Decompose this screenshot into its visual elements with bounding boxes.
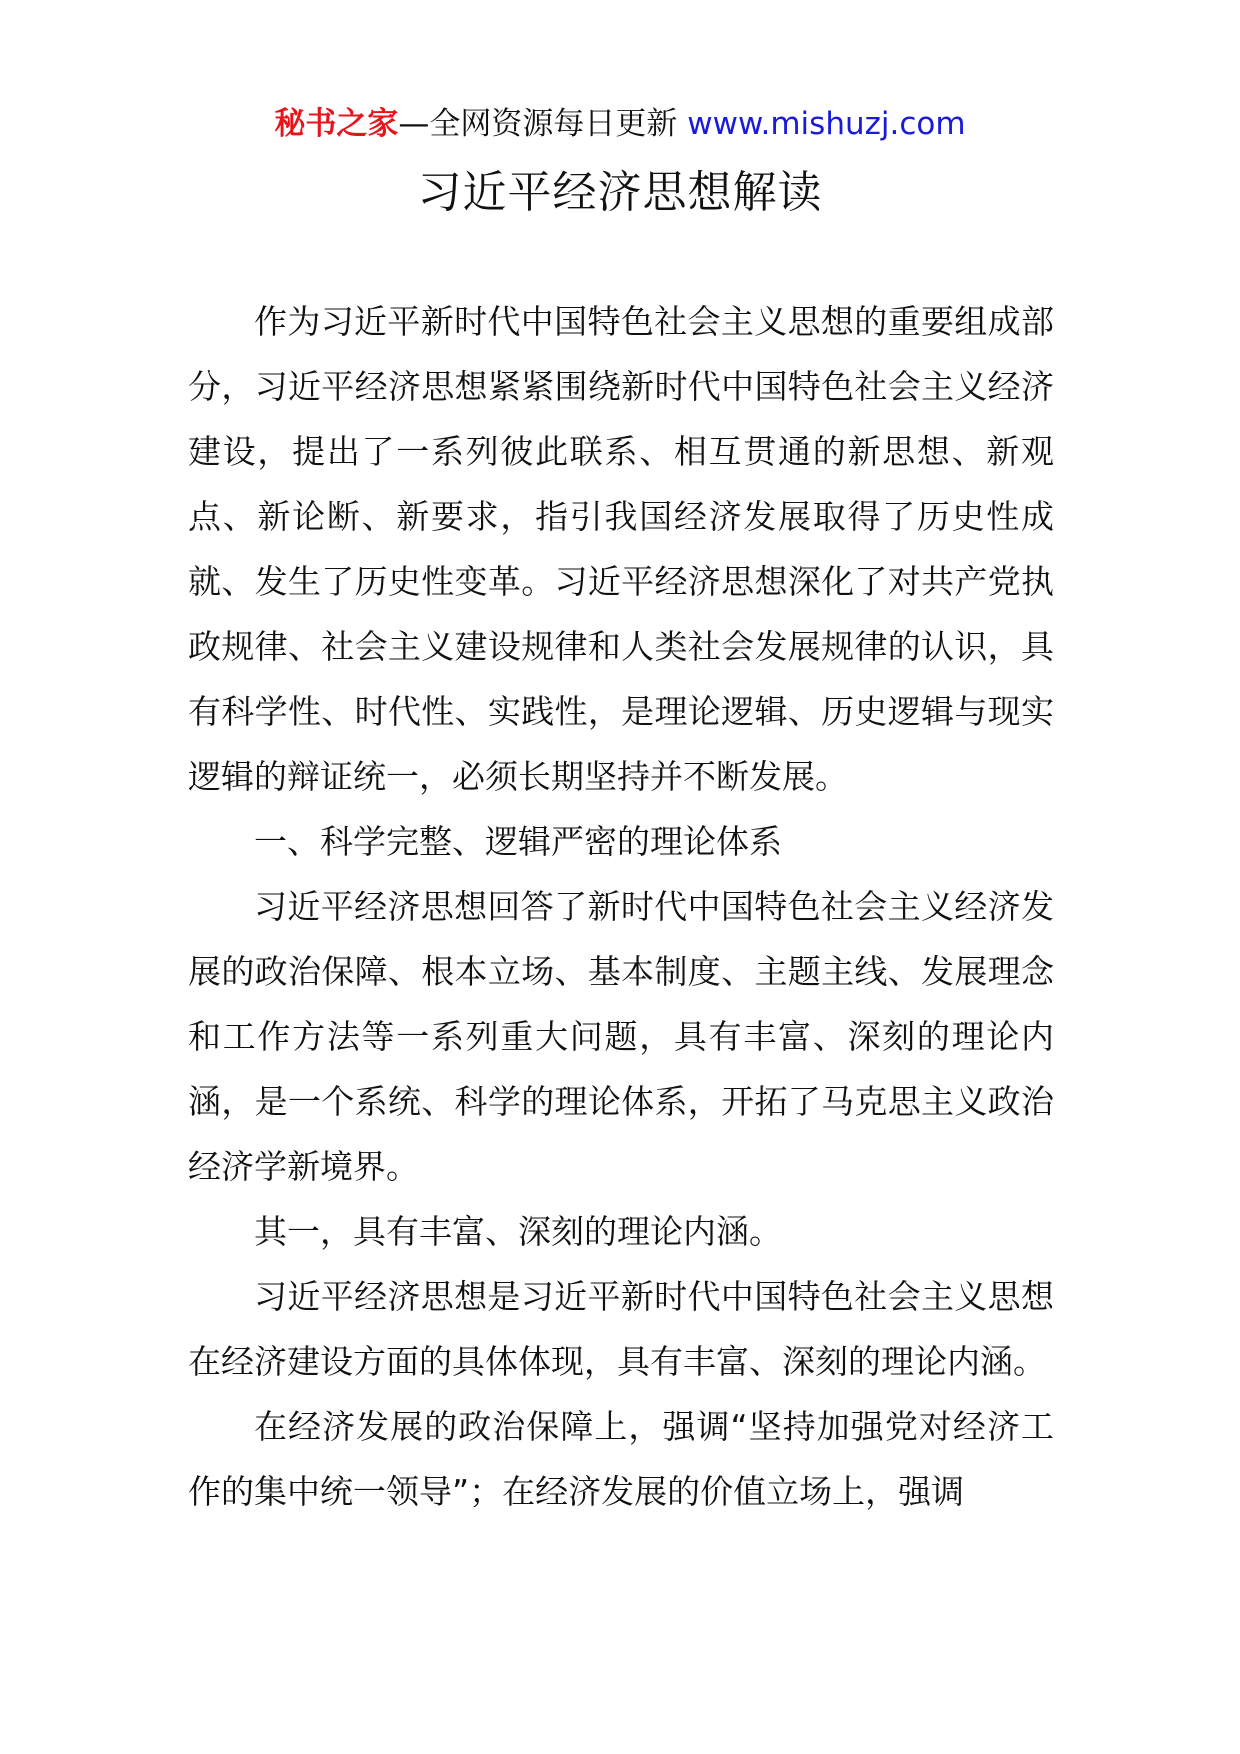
site-url-link[interactable]: www.mishuzj.com bbox=[687, 106, 966, 142]
document-title: 习近平经济思想解读 bbox=[417, 167, 823, 218]
brand-name: 秘书之家 bbox=[274, 106, 399, 142]
paragraph-section-1: 习近平经济思想回答了新时代中国特色社会主义经济发展的政治保障、根本立场、基本制度、主题主线、发展理念和工作方法等一系列重大问题，具有丰富、深刻的理论内涵，是一个系统、科学的理论体系，开拓了马克思主义政治经济学新境界。 bbox=[188, 887, 1054, 1186]
paragraph-intro: 作为习近平新时代中国特色社会主义思想的重要组成部分，习近平经济思想紧紧围绕新时代中国特色社会主义经济建设，提出了一系列彼此联系、相互贯通的新思想、新观点、新论断、新要求，指引我国经济发展取得了历史性成就、发生了历史性变革。习近平经济思想深化了对共产党执政规律、社会主义建设规律和人类社会发展规律的认识，具有科学性、时代性、实践性，是理论逻辑、历史逻辑与现实逻辑的辩证统一，必须长期坚持并不断发展。 bbox=[188, 302, 1054, 796]
paragraph-political-guarantee: 在经济发展的政治保障上，强调“坚持加强党对经济工作的集中统一领导”；在经济发展的价值立场上，强调 bbox=[188, 1407, 1054, 1511]
paragraph-subsection-1: 习近平经济思想是习近平新时代中国特色社会主义思想在经济建设方面的具体体现，具有丰富、深刻的理论内涵。 bbox=[188, 1277, 1054, 1381]
subsection-heading: 其一，具有丰富、深刻的理论内涵。 bbox=[254, 1212, 782, 1251]
header-tagline: —全网资源每日更新 bbox=[398, 106, 678, 142]
section-heading: 一、科学完整、逻辑严密的理论体系 bbox=[254, 822, 782, 861]
site-header bbox=[0, 100, 1240, 148]
document-body bbox=[188, 289, 1054, 1524]
